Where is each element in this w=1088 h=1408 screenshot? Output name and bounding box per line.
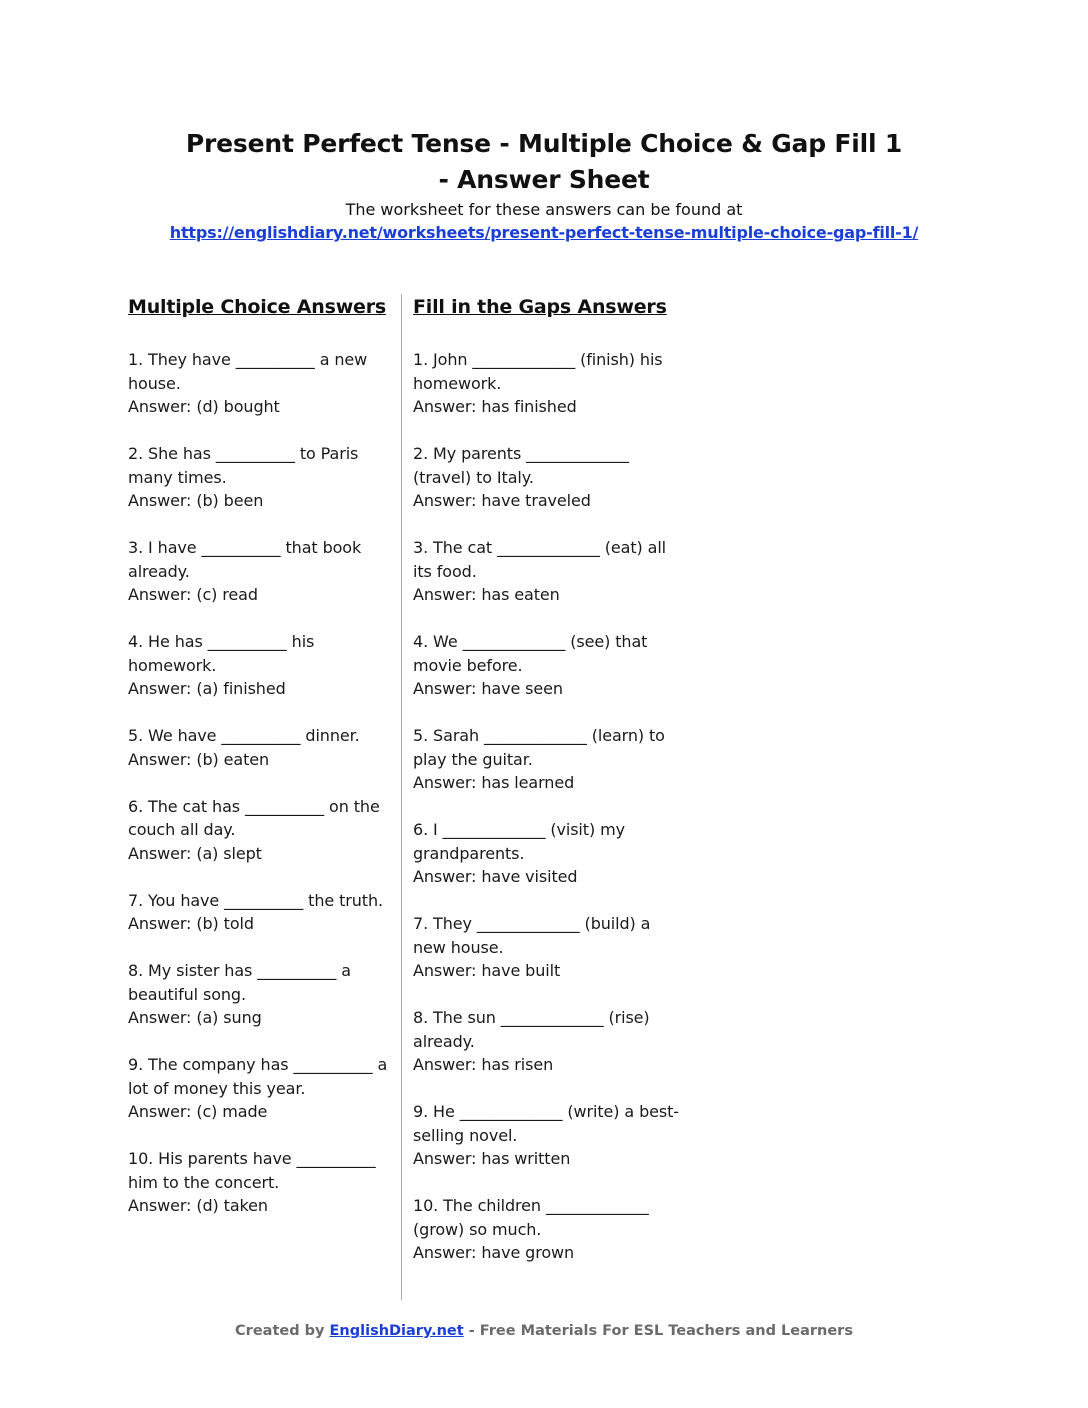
multiple-choice-question: 7. You have __________ the truth. [128, 890, 383, 910]
footer-prefix: Created by [235, 1323, 330, 1339]
gap-fill-question: 2. My parents _____________ (travel) to Italy. [413, 444, 629, 487]
multiple-choice-column [128, 293, 390, 1241]
multiple-choice-item [128, 630, 390, 701]
multiple-choice-question: 3. I have __________ that book already. [128, 538, 362, 581]
gap-fill-item [413, 1006, 683, 1077]
multiple-choice-list [128, 348, 390, 1218]
subtitle: The worksheet for these answers can be found at [345, 200, 743, 219]
column-divider [401, 294, 402, 1300]
title-line-1: Present Perfect Tense - Multiple Choice & Gap Fill 1 [185, 129, 903, 158]
gap-fill-question: 1. John _____________ (finish) his homework. [413, 350, 663, 393]
multiple-choice-answer: Answer: (b) told [128, 914, 254, 933]
multiple-choice-answer: Answer: (a) slept [128, 843, 262, 863]
gap-fill-answer: Answer: have built [413, 961, 561, 980]
footer-link[interactable]: EnglishDiary.net [329, 1323, 464, 1339]
multiple-choice-answer: Answer: (c) made [128, 1102, 268, 1121]
multiple-choice-item [128, 724, 390, 771]
multiple-choice-question: 9. The company has __________ a lot of money this year. [128, 1055, 388, 1098]
gap-fill-item [413, 912, 683, 983]
gap-fill-column [413, 293, 683, 1288]
gap-fill-answer: Answer: have seen [413, 679, 563, 698]
multiple-choice-answer: Answer: (a) sung [128, 1008, 262, 1027]
gap-fill-question: 10. The children _____________ (grow) so much. [413, 1196, 649, 1239]
gap-fill-answer: Answer: has risen [413, 1055, 554, 1074]
multiple-choice-item [128, 795, 390, 866]
gap-fill-answer: Answer: has written [413, 1149, 571, 1168]
multiple-choice-item [128, 1053, 390, 1124]
gap-fill-answer: Answer: has finished [413, 397, 577, 416]
multiple-choice-item [128, 442, 390, 513]
gap-fill-item [413, 1100, 683, 1171]
gap-fill-answer: Answer: have visited [413, 867, 578, 886]
footer [0, 1321, 1088, 1341]
gap-fill-item [413, 818, 683, 889]
multiple-choice-answer: Answer: (b) been [128, 491, 264, 510]
multiple-choice-heading: Multiple Choice Answers [128, 296, 387, 318]
multiple-choice-question: 10. His parents have __________ him to the concert. [128, 1149, 376, 1192]
gap-fill-heading: Fill in the Gaps Answers [413, 296, 667, 318]
multiple-choice-answer: Answer: (c) read [128, 585, 258, 604]
title-line-2: - Answer Sheet [438, 165, 650, 194]
multiple-choice-item [128, 348, 390, 419]
multiple-choice-question: 8. My sister has __________ a beautiful song. [128, 961, 351, 1004]
multiple-choice-answer: Answer: (b) eaten [128, 749, 270, 769]
gap-fill-question: 8. The sun _____________ (rise) already. [413, 1008, 650, 1051]
multiple-choice-question: 4. He has __________ his homework. [128, 632, 315, 675]
multiple-choice-question: 6. The cat has __________ on the couch all day. [128, 796, 380, 839]
gap-fill-answer: Answer: have traveled [413, 491, 591, 510]
gap-fill-list [413, 348, 683, 1265]
multiple-choice-question: 1. They have __________ a new house. [128, 350, 368, 393]
multiple-choice-question: 5. We have __________ dinner. [128, 726, 360, 745]
multiple-choice-item [128, 959, 390, 1030]
gap-fill-item [413, 442, 683, 513]
gap-fill-item [413, 1194, 683, 1265]
multiple-choice-answer: Answer: (d) taken [128, 1196, 268, 1215]
multiple-choice-item [128, 1147, 390, 1218]
gap-fill-question: 5. Sarah _____________ (learn) to play the guitar. [413, 726, 665, 769]
worksheet-url [0, 222, 1088, 244]
multiple-choice-question: 2. She has __________ to Paris many times. [128, 444, 359, 487]
gap-fill-item [413, 724, 683, 795]
gap-fill-question: 7. They _____________ (build) a new house. [413, 914, 651, 957]
gap-fill-question: 9. He _____________ (write) a best-selling novel. [413, 1102, 679, 1145]
footer-suffix: - Free Materials For ESL Teachers and Learners [463, 1323, 853, 1339]
gap-fill-item [413, 348, 683, 419]
page-title [0, 126, 1088, 198]
gap-fill-item [413, 536, 683, 607]
multiple-choice-item [128, 536, 390, 607]
gap-fill-item [413, 630, 683, 701]
gap-fill-question: 6. I _____________ (visit) my grandparents. [413, 820, 625, 863]
multiple-choice-item [128, 889, 390, 936]
worksheet-link[interactable]: https://englishdiary.net/worksheets/present-perfect-tense-multiple-choice-gap-fill-1/ [169, 223, 919, 242]
multiple-choice-answer: Answer: (d) bought [128, 397, 280, 416]
gap-fill-answer: Answer: has eaten [413, 585, 560, 604]
multiple-choice-answer: Answer: (a) finished [128, 679, 286, 698]
gap-fill-answer: Answer: has learned [413, 773, 575, 792]
gap-fill-question: 3. The cat _____________ (eat) all its food. [413, 538, 667, 581]
gap-fill-answer: Answer: have grown [413, 1243, 575, 1262]
gap-fill-question: 4. We _____________ (see) that movie before. [413, 632, 648, 675]
